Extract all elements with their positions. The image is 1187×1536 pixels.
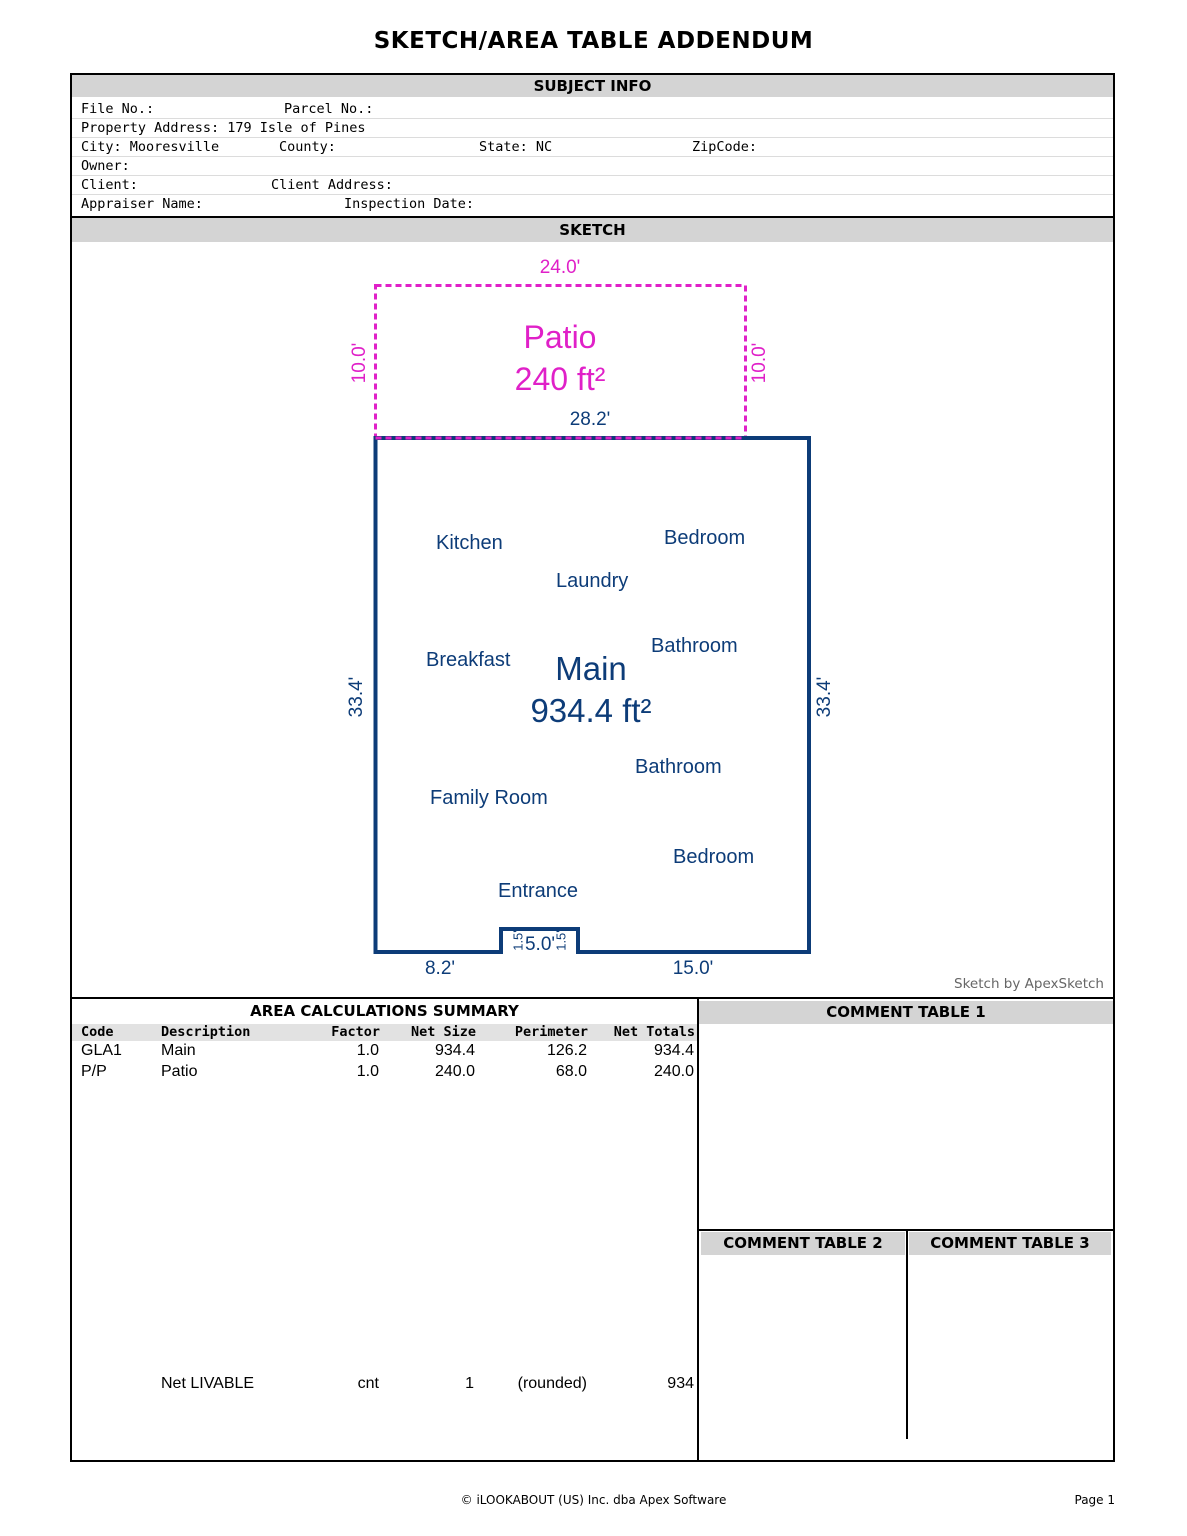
col-factor: Factor: [331, 1024, 380, 1040]
row-gla1-factor: 1.0: [356, 1042, 379, 1059]
net-livable-cnt: 1: [465, 1375, 474, 1392]
info-row-appraiser: [72, 194, 1113, 213]
row-pp-perimeter: 68.0: [555, 1063, 587, 1080]
comment-table-2-header: COMMENT TABLE 2: [701, 1232, 905, 1255]
col-description: Description: [161, 1024, 251, 1040]
room-laundry: Laundry: [556, 570, 629, 592]
county: County:: [279, 139, 336, 155]
row-gla1-description: Main: [161, 1042, 196, 1059]
row-pp-net-totals: 240.0: [653, 1063, 694, 1080]
notch-width-dimension: 5.0': [524, 934, 556, 955]
patio-left-dimension: 10.0': [349, 342, 370, 384]
room-family-room: Family Room: [430, 787, 548, 809]
net-livable-label: Net LIVABLE: [161, 1375, 255, 1392]
file-no-label: File No.:: [81, 101, 155, 117]
comment-table-1-header: COMMENT TABLE 1: [699, 1001, 1113, 1024]
col-net-totals: Net Totals: [613, 1024, 695, 1040]
patio-top-dimension: 24.0': [539, 257, 581, 278]
patio-name: Patio: [523, 319, 597, 355]
main-bottom-left-dimension: 8.2': [424, 958, 456, 979]
net-livable-total: 934: [667, 1375, 694, 1392]
info-row-file: [72, 99, 1113, 119]
state: State: NC: [479, 139, 553, 155]
divider: [906, 1231, 908, 1439]
col-code: Code: [81, 1024, 114, 1040]
appraiser-name: Appraiser Name:: [81, 196, 203, 212]
info-row-client: [72, 175, 1113, 195]
zipcode: ZipCode:: [692, 139, 758, 155]
room-breakfast: Breakfast: [426, 649, 511, 671]
city: City: Mooresville: [81, 139, 220, 155]
client-address: Client Address:: [271, 177, 393, 193]
room-bathroom-1: Bathroom: [651, 635, 738, 657]
row-gla1-net-totals: 934.4: [653, 1042, 694, 1059]
room-bedroom-2: Bedroom: [673, 846, 755, 868]
info-row-address: [72, 118, 1113, 138]
main-area: 934.4 ft²: [530, 692, 652, 729]
sketch-credit: Sketch by ApexSketch: [954, 976, 1104, 992]
row-pp-factor: 1.0: [356, 1063, 379, 1080]
inspection-date: Inspection Date:: [344, 196, 475, 212]
page-title: SKETCH/AREA TABLE ADDENDUM: [373, 28, 814, 54]
notch-left-dimension: 1.5': [510, 930, 526, 951]
parcel-no-label: Parcel No.:: [284, 101, 374, 117]
info-row-owner: [72, 156, 1113, 176]
sketch-header: SKETCH: [72, 218, 1113, 242]
row-pp-description: Patio: [161, 1063, 198, 1080]
row-gla1-code: GLA1: [81, 1042, 122, 1059]
room-bedroom-1: Bedroom: [664, 527, 746, 549]
info-row-location: [72, 137, 1113, 157]
patio-area: 240 ft²: [514, 361, 606, 397]
row-gla1-net-size: 934.4: [434, 1042, 475, 1059]
footer-copyright: © iLOOKABOUT (US) Inc. dba Apex Software: [460, 1493, 727, 1507]
room-entrance: Entrance: [498, 880, 579, 902]
area-calc-header: AREA CALCULATIONS SUMMARY: [250, 1002, 519, 1020]
property-address: Property Address: 179 Isle of Pines: [81, 120, 366, 136]
divider: [70, 997, 1115, 999]
row-pp-code: P/P: [81, 1063, 107, 1080]
room-bathroom-2: Bathroom: [635, 756, 722, 778]
row-gla1-perimeter: 126.2: [546, 1042, 587, 1059]
col-perimeter: Perimeter: [514, 1024, 588, 1040]
patio-right-dimension: 10.0': [749, 342, 770, 384]
col-net-size: Net Size: [410, 1024, 476, 1040]
client: Client:: [81, 177, 138, 193]
notch-right-dimension: 1.5': [553, 930, 569, 951]
main-bottom-right-dimension: 15.0': [672, 958, 714, 979]
room-kitchen: Kitchen: [436, 532, 503, 554]
footer-page-number: Page 1: [1074, 1493, 1115, 1507]
row-pp-net-size: 240.0: [434, 1063, 475, 1080]
main-right-dimension: 33.4': [814, 676, 835, 718]
main-name: Main: [555, 650, 627, 687]
main-left-dimension: 33.4': [346, 676, 367, 718]
net-livable-rounded: (rounded): [517, 1375, 587, 1392]
main-top-dimension: 28.2': [569, 409, 611, 430]
subject-info-header: SUBJECT INFO: [72, 75, 1113, 97]
comment-table-3-header: COMMENT TABLE 3: [909, 1232, 1111, 1255]
owner: Owner:: [81, 158, 130, 174]
net-livable-cnt-label: cnt: [357, 1375, 379, 1392]
